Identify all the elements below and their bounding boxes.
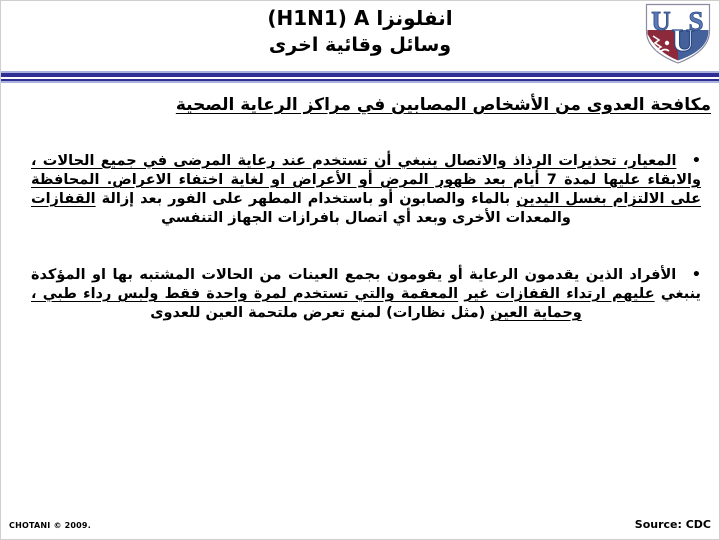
shield-icon bbox=[645, 3, 711, 65]
bullet2-segment-plain: (مثل نظارات) لمنع تعرض ملتحمة العين للعدوى bbox=[150, 305, 486, 321]
logo-letter-u: U bbox=[651, 6, 671, 36]
bullet-marker: • bbox=[691, 267, 701, 283]
bullet1-segment-underlined: المعيار، تحذيرات الرذاذ والاتصال ينبغي أن تستخدم عند رعاية المرضى في جميع الحالات ، والابقاء عليها لمدة 7 أيام بعد ظهور المرض أو الأعراض او لغاية اختفاء الاعراض. المحافظة على الالتزام بغسل اليدين bbox=[31, 153, 701, 207]
logo-letter-s: S bbox=[688, 6, 704, 36]
bullet-list bbox=[31, 152, 701, 361]
usu-shield-logo bbox=[645, 3, 711, 65]
source-credit: Source: CDC bbox=[634, 518, 711, 531]
title-line-1 bbox=[71, 4, 649, 32]
bullet1-segment-plain: والمعدات الأخرى وبعد أي اتصال بافرازات الجهاز التنفسي bbox=[161, 210, 571, 226]
header-separator-rule bbox=[1, 71, 719, 83]
section-heading: مكافحة العدوى من الأشخاص المصابين في مراكز الرعاية الصحية bbox=[175, 95, 711, 115]
separator-light-line bbox=[1, 81, 719, 83]
bullet1-segment-underlined: القفازات bbox=[31, 191, 96, 207]
bullet2-segment-underlined: المعقمة والتي تستخدم لمرة واحدة فقط ولبس رداء طبي ، وحماية العين bbox=[31, 286, 582, 321]
title-arabic-text: انفلونزا bbox=[376, 6, 453, 30]
title-latin-text: (H1N1) A bbox=[267, 6, 370, 30]
bullet-marker: • bbox=[691, 153, 701, 169]
bullet-item-2 bbox=[31, 266, 701, 323]
slide-title-block bbox=[71, 4, 649, 59]
title-line-2: وسائل وقائية اخرى bbox=[268, 34, 452, 56]
logo-letter-center: U bbox=[671, 22, 695, 58]
author-copyright: CHOTANI © 2009. bbox=[9, 521, 91, 530]
bullet1-segment-plain: بالماء والصابون أو باستخدام المطهر على الفور بعد إزالة bbox=[95, 191, 511, 207]
bullet2-segment-plain: الأفراد الذين يقدمون الرعاية أو يقومون بجمع العينات من الحالات المشتبه بها او المؤكدة ينبغي bbox=[31, 267, 701, 302]
bullet-item-1 bbox=[31, 152, 701, 228]
bullet2-segment-underlined: عليهم ارتداء القفازات غير bbox=[464, 286, 655, 302]
